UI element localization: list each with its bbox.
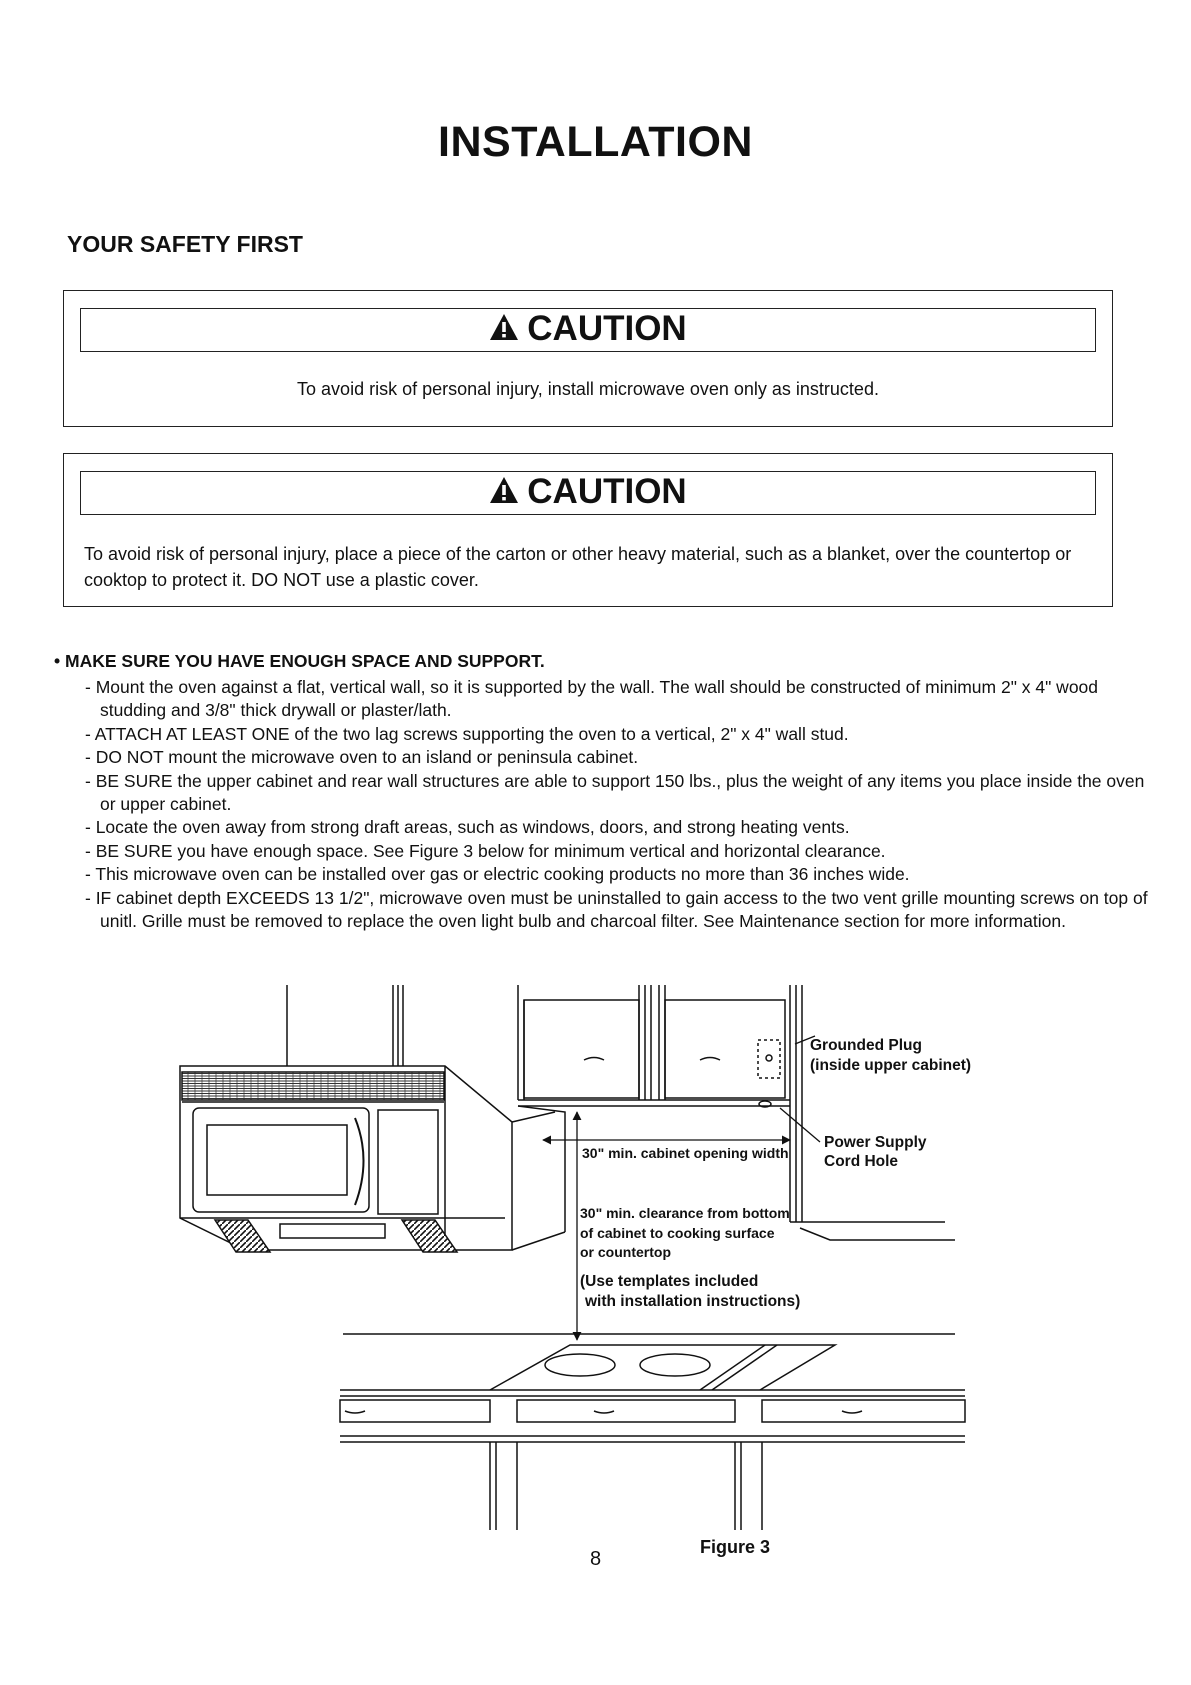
- page-title: INSTALLATION: [438, 118, 753, 166]
- page-number: 8: [589, 1548, 602, 1570]
- list-item: - DO NOT mount the microwave oven to an island or peninsula cabinet.: [85, 747, 639, 768]
- list-item: - Locate the oven away from strong draft areas, such as windows, doors, and strong heating vents.: [85, 817, 850, 838]
- clearance-label-2: of cabinet to cooking surface: [580, 1225, 775, 1241]
- space-support-heading: [54, 651, 545, 672]
- list-item: - BE SURE the upper cabinet and rear wall structures are able to support 150 lbs., plus the weight of any items you place inside the oven or upper cabinet.: [85, 770, 1145, 815]
- section-heading: YOUR SAFETY FIRST: [67, 231, 303, 257]
- caution-box-1: [63, 290, 1113, 427]
- warning-triangle-icon: [489, 313, 519, 341]
- caution-text-1: To avoid risk of personal injury, install microwave oven only as instructed.: [297, 379, 879, 399]
- list-item: - IF cabinet depth EXCEEDS 13 1/2", microwave oven must be uninstalled to gain access to the two vent grille mounting screws on top of unitl. Grille must be removed to replace the oven light bulb and charcoal filter. See Maintenance section for more information.: [85, 887, 1148, 932]
- caution-heading-2: CAUTION: [527, 472, 687, 511]
- requirements-list: [85, 676, 1155, 933]
- bullet-icon: •: [54, 651, 61, 671]
- space-support-heading-text: MAKE SURE YOU HAVE ENOUGH SPACE AND SUPPORT.: [65, 651, 545, 671]
- list-item: - BE SURE you have enough space. See Figure 3 below for minimum vertical and horizontal clearance.: [85, 840, 886, 861]
- power-supply-label: Power Supply: [824, 1134, 927, 1151]
- caution-header-1: [80, 308, 1096, 352]
- caution-text-2: To avoid risk of personal injury, place a piece of the carton or other heavy material, such as a blanket, over the countertop or cooktop to protect it. DO NOT use a plastic cover.: [84, 544, 1072, 590]
- caution-heading-1: CAUTION: [527, 309, 687, 348]
- list-item: - ATTACH AT LEAST ONE of the two lag screws supporting the oven to a vertical, 2" x 4" wall stud.: [85, 723, 849, 744]
- cabinet-drawing: [340, 985, 965, 1530]
- templates-label-2: with installation instructions): [585, 1293, 801, 1310]
- caution-header-2: [80, 471, 1096, 515]
- microwave-drawing: [180, 985, 565, 1252]
- grounded-plug-sublabel: (inside upper cabinet): [810, 1057, 972, 1074]
- cord-hole-label: Cord Hole: [824, 1153, 899, 1170]
- clearance-label-1: 30" min. clearance from bottom: [580, 1205, 790, 1221]
- figure-caption: Figure 3: [700, 1537, 771, 1557]
- caution-box-2: [63, 453, 1113, 607]
- cabinet-width-label: 30" min. cabinet opening width: [582, 1145, 789, 1161]
- clearance-label-3: or countertop: [580, 1244, 671, 1260]
- list-item: - Mount the oven against a flat, vertical wall, so it is supported by the wall. The wall should be constructed of minimum 2" x 4" wood studding and 3/8" thick drywall or plaster/lath.: [85, 677, 1099, 721]
- templates-label-1: (Use templates included: [580, 1273, 759, 1290]
- grounded-plug-label: Grounded Plug: [810, 1037, 922, 1054]
- warning-triangle-icon: [489, 476, 519, 504]
- figure-labels: [580, 1037, 971, 1557]
- dimension-lines: [543, 1036, 820, 1340]
- list-item: - This microwave oven can be installed over gas or electric cooking products no more than 36 inches wide.: [85, 864, 910, 885]
